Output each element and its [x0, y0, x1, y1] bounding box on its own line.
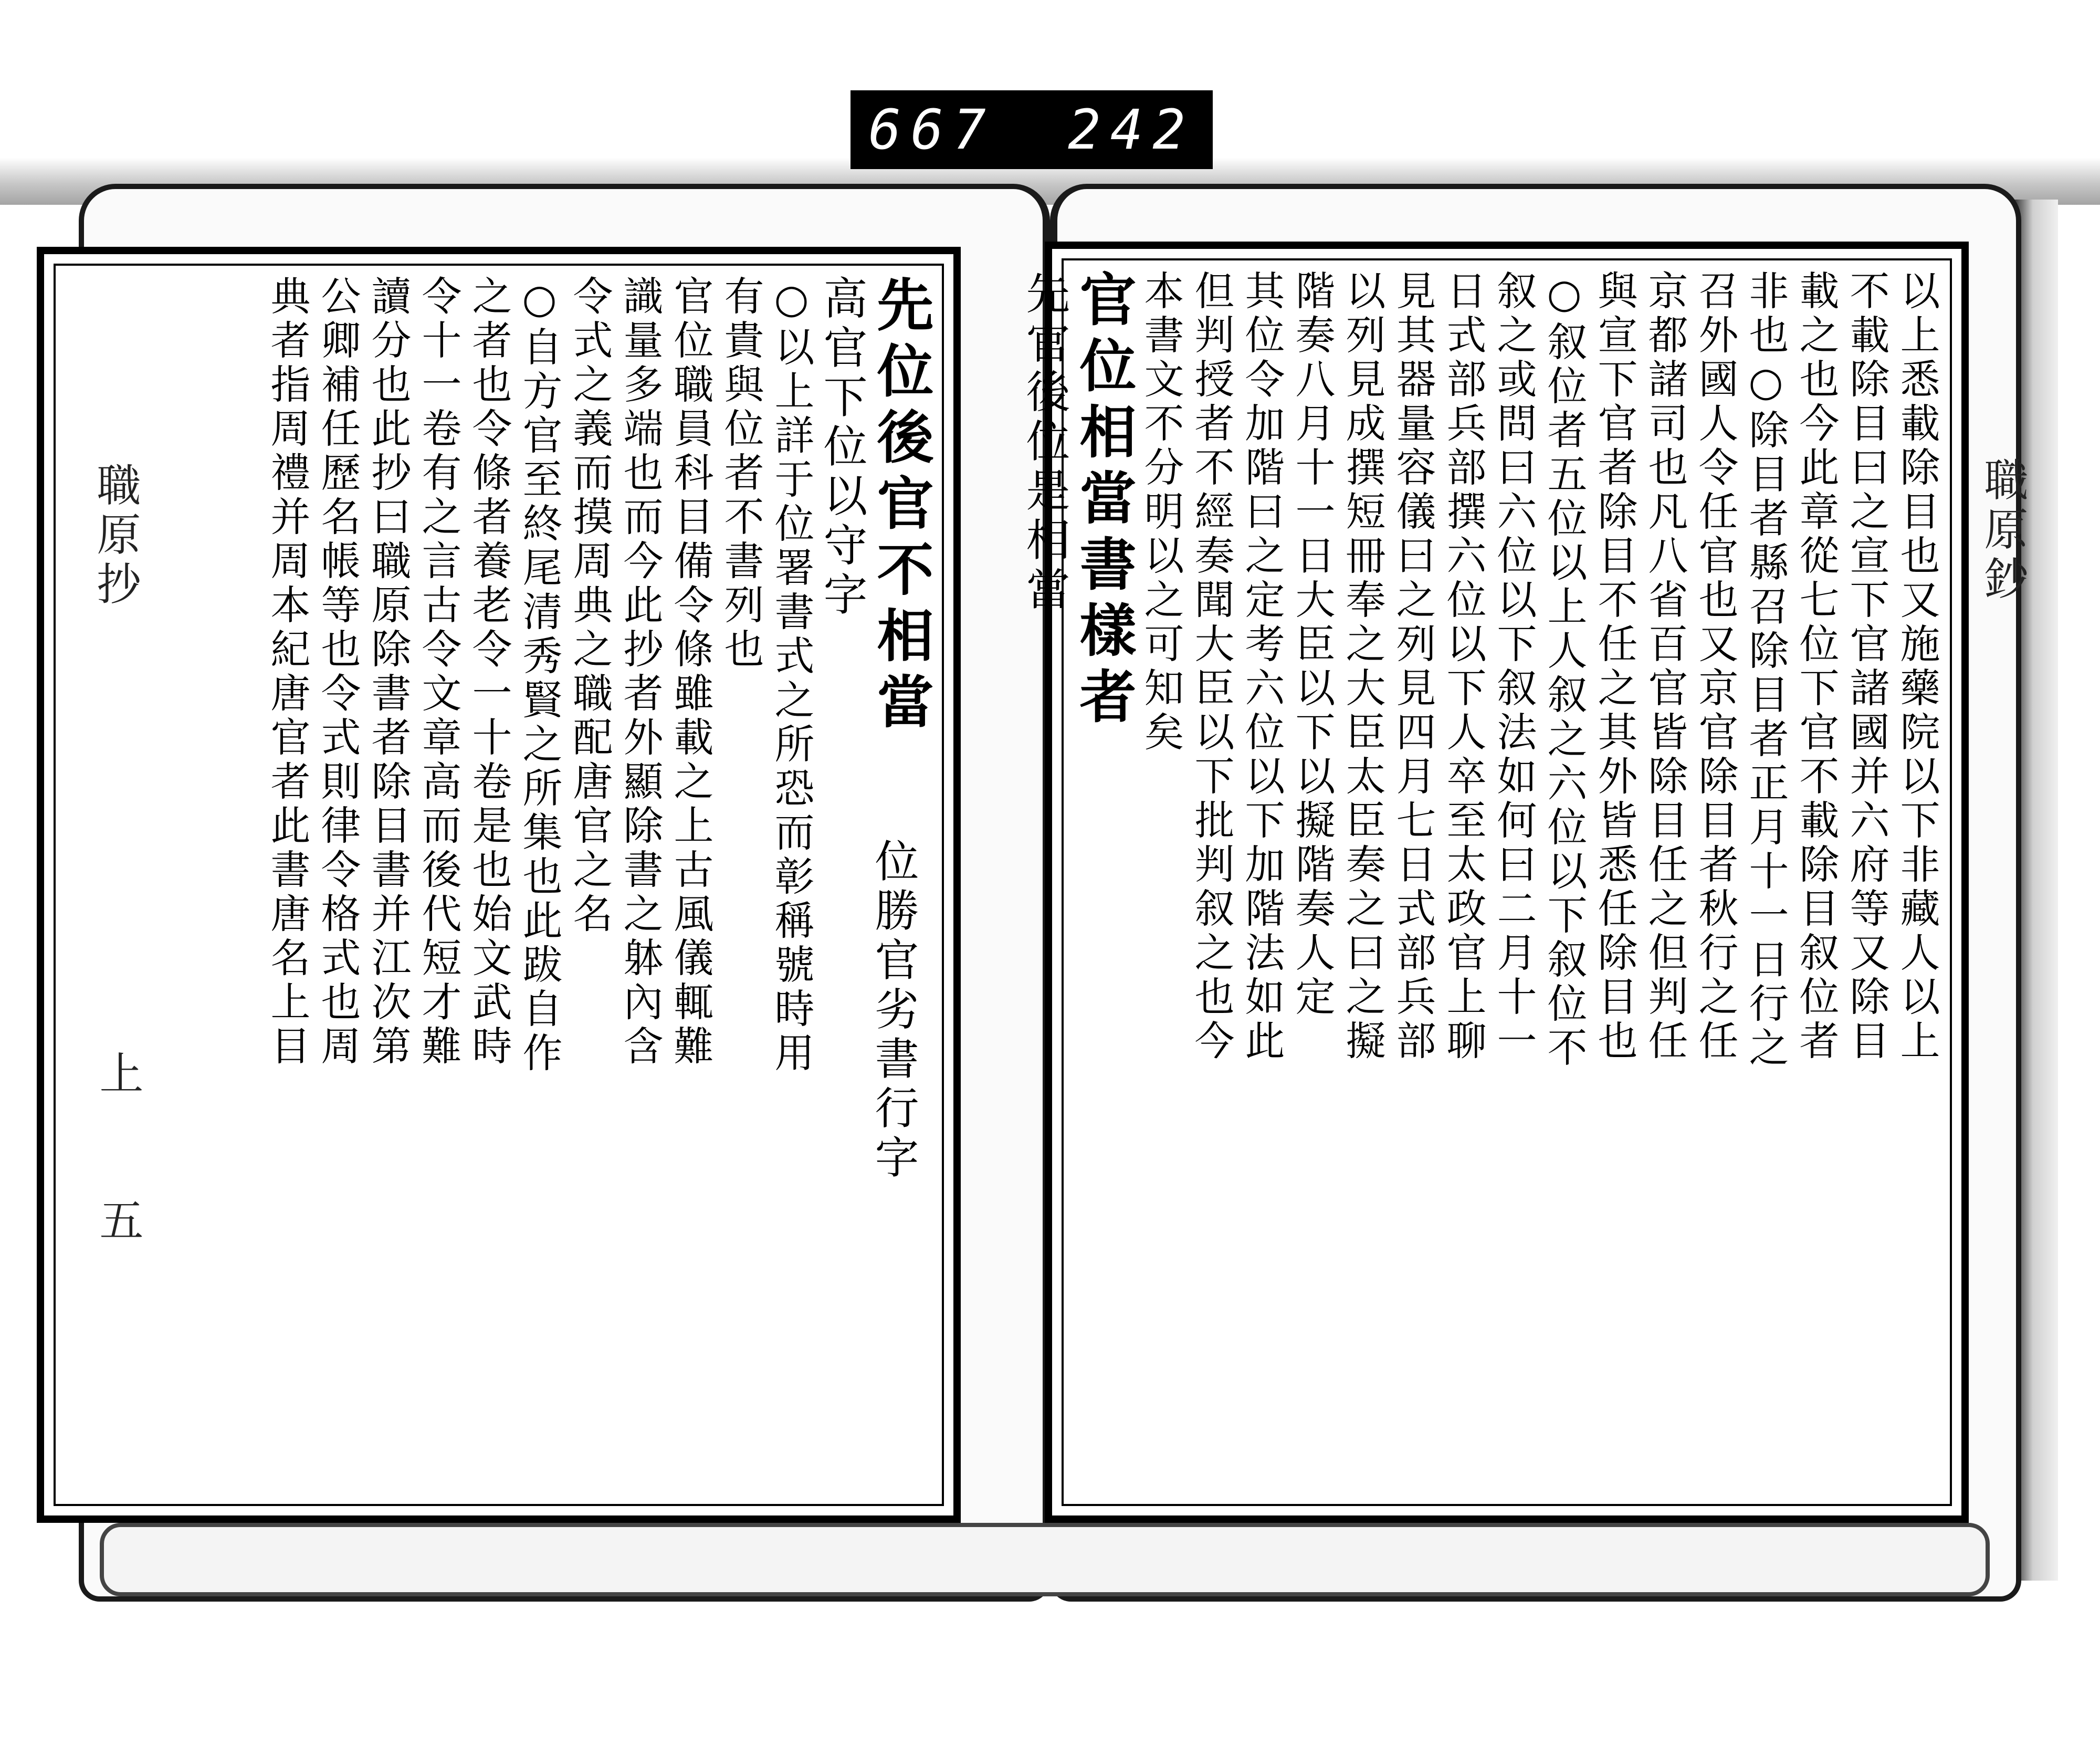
frame-number: 242: [1068, 98, 1195, 162]
right_page-column: 階奏八月十一日大臣以下以擬階奏人定: [1289, 270, 1336, 1020]
right_page-column: 京都諸司也凡八省百官皆除目任之但判任: [1642, 270, 1688, 1064]
right_page-column: 載之也今此章從七位下官不載除目叙位者: [1793, 270, 1840, 1064]
right_page-column: 召外國人令任官也又京官除目者秋行之任: [1692, 270, 1739, 1064]
left-margin-page: 五: [92, 1197, 144, 1247]
right_page-column: 非也○除目者縣召除目者正月十一日行之: [1742, 270, 1789, 1071]
left_page-column: 官位職員科目備令條雖載之上古風儀輒難: [667, 275, 714, 1069]
right_page-column: 以列見成撰短冊奉之大臣太臣奏之曰之擬: [1339, 270, 1386, 1064]
right_page-column: 日式部兵部撰六位以下人卒至太政官上聊: [1440, 270, 1487, 1064]
right_page-column: ○叙位者五位以上人叙之六位以下叙位不: [1541, 270, 1588, 1071]
left_page-column: ○自方官至終尾清秀賢之所集也此跋自作: [516, 275, 563, 1076]
left_page-column: 先位後官不相當: [867, 275, 933, 738]
left_page-column: 典者指周禮并周本紀唐官者此書唐名上目: [264, 275, 311, 1069]
left_page-column: 公卿補任歷名帳等也令式則律令格式也周: [314, 275, 361, 1069]
right_page-column: 以上悉載除目也又施藥院以下非藏人以上: [1894, 270, 1940, 1064]
right_page-column: 見其器量容儀曰之列見四月七日式部兵部: [1390, 270, 1436, 1064]
right_page-column: 官位相當書樣者: [1070, 270, 1136, 733]
right_page-column: 但判授者不經奏聞大臣以下批判叙之也今: [1188, 270, 1235, 1064]
left_page-column: 令式之義而摸周典之職配唐官之名: [566, 275, 613, 937]
microfilm-frame-label: [850, 90, 1213, 169]
reel-number: 667: [868, 98, 995, 162]
page-bottom-margin: [100, 1523, 1990, 1596]
right_page-column: 先官後位是相當: [1019, 270, 1070, 615]
left_page-column: 之者也令條者養老令一十卷是也始文武時: [466, 275, 512, 1069]
right_page-column: 叙之或問曰六位以下叙法如何曰二月十一: [1490, 270, 1537, 1064]
right-margin-title: 職原鈔: [1977, 457, 2029, 605]
left-margin-title: 職原抄: [90, 462, 141, 610]
left-page-subheading: 位勝官劣書行字: [868, 838, 919, 1184]
right_page-column: 本書文不分明以之可知矣: [1138, 270, 1184, 755]
left_page-column: 令十一卷有之言古令文章高而後代短才難: [415, 275, 462, 1069]
right_page-column: 與宣下官者除目不任之其外皆悉任除目也: [1591, 270, 1638, 1064]
left_page-column: 識量多端也而今此抄者外顯除書之躰內含: [617, 275, 664, 1069]
left-text-columns: [65, 275, 932, 1494]
left_page-column: 有貴與位者不書列也: [718, 275, 764, 672]
left_page-column: 高官下位以守字: [816, 275, 868, 621]
right_page-column: 不載除目曰之宣下官諸國并六府等又除目: [1843, 270, 1890, 1064]
left-margin-volume: 上: [92, 1050, 144, 1100]
left-text-frame: [37, 247, 961, 1523]
left_page-column: 讀分也此抄曰職原除書者除目書并江次第: [365, 275, 412, 1069]
left_page-column: ○以上詳于位署書式之所恐而彰稱號時用: [768, 275, 815, 1076]
right_page-column: 其位令加階曰之定考六位以下加階法如此: [1238, 270, 1285, 1064]
right-text-columns: [1019, 270, 1940, 1494]
right-text-frame: [1019, 242, 1969, 1523]
